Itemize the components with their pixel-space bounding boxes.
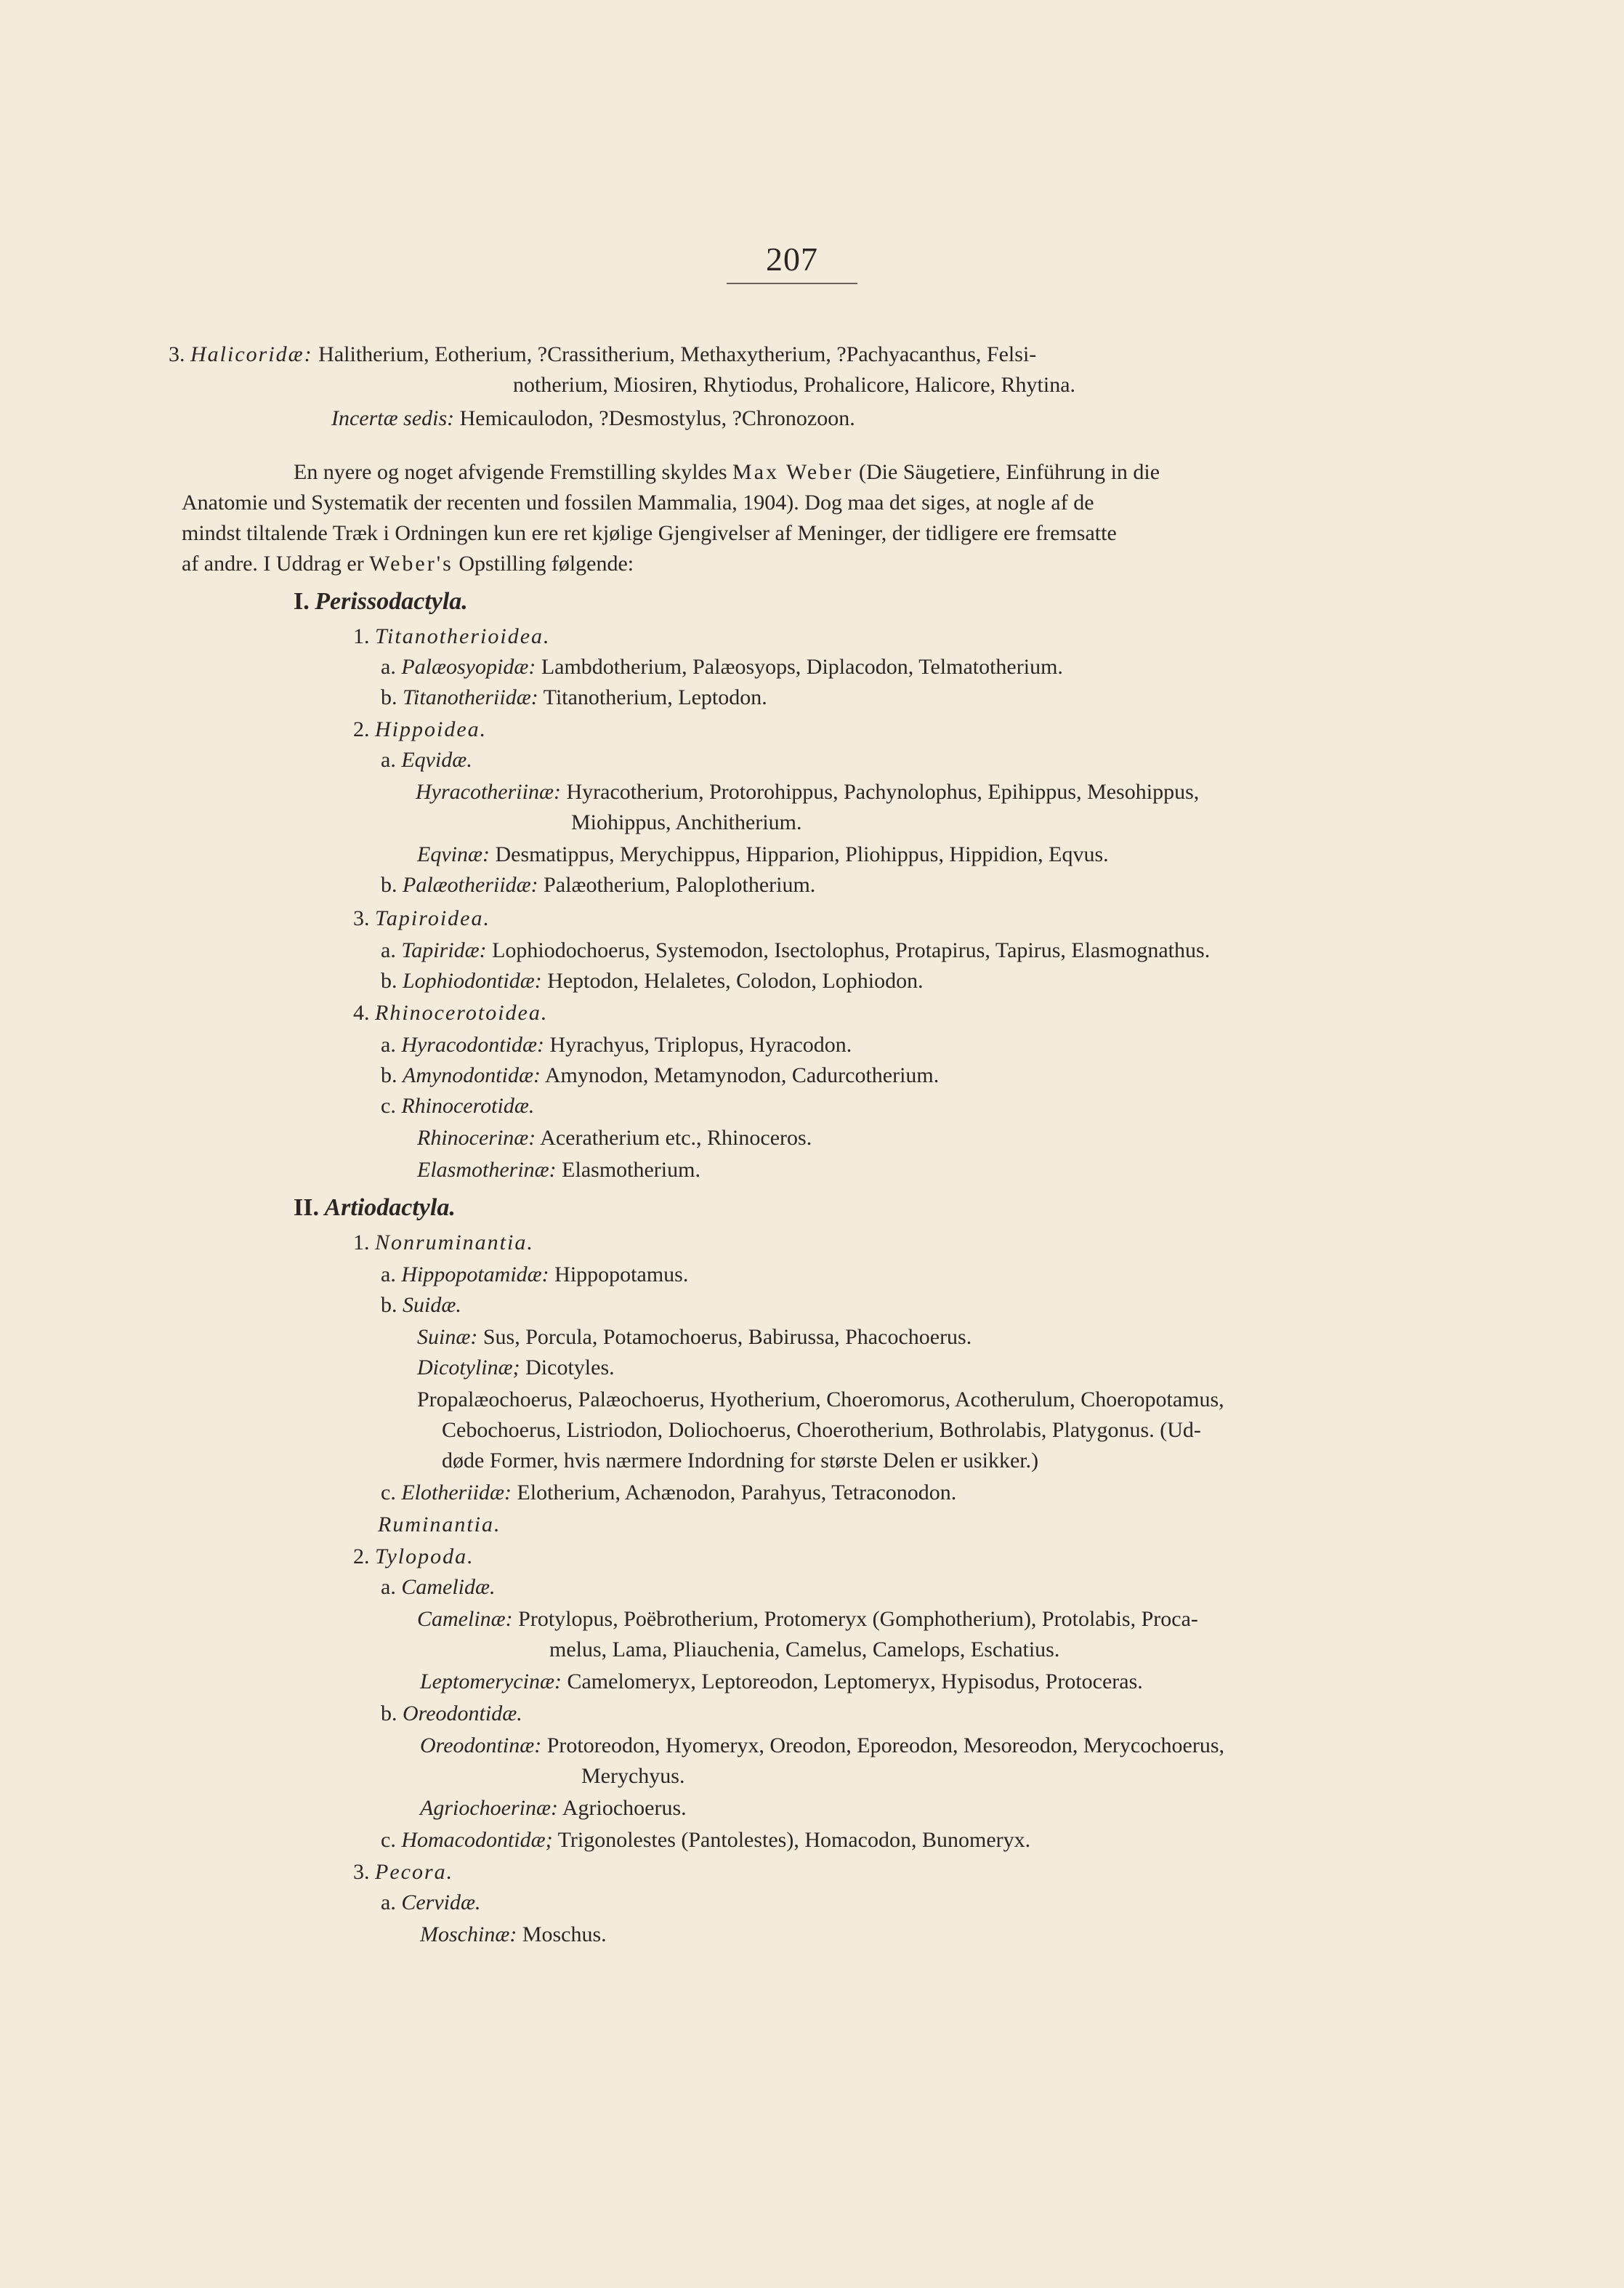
- subfamily-name: Oreodontinæ:: [420, 1733, 542, 1757]
- subfamily-name: Elasmotherinæ:: [417, 1158, 557, 1182]
- extinct-genera-line-1: Propalæochoerus, Palæochoerus, Hyotherium, Choeromorus, Acotherulum, Choeropotamus,: [417, 1387, 1224, 1411]
- paragraph-text: af andre. I Uddrag er: [182, 552, 364, 576]
- genera-list: Halitherium, Eotherium, ?Crassitherium, Methaxytherium, ?Pachyacanthus, Felsi-: [318, 342, 1037, 366]
- family-name: Lophiodontidæ:: [403, 969, 542, 993]
- family-letter: c.: [381, 1828, 396, 1852]
- family-entry: [381, 936, 1210, 965]
- group-name: Ruminantia.: [378, 1512, 501, 1536]
- subfamily-name: Leptomerycinæ:: [420, 1669, 562, 1693]
- genera-list: Heptodon, Helaletes, Colodon, Lophiodon.: [547, 969, 924, 993]
- family-name: Oreodontidæ.: [403, 1701, 522, 1725]
- family-letter: a.: [381, 1890, 396, 1914]
- family-name: Homacodontidæ;: [401, 1828, 553, 1852]
- family-name: Elotheriidæ:: [401, 1481, 512, 1504]
- subfamily-entry: [417, 1323, 971, 1352]
- subfamily-entry: [416, 778, 1199, 807]
- extinct-genera-line-3: døde Former, hvis nærmere Indordning for største Delen er usikker.): [442, 1449, 1039, 1473]
- genera-list: Trigonolestes (Pantolestes), Homacodon, Bunomeryx.: [557, 1828, 1031, 1852]
- author-name: Weber's: [369, 552, 453, 576]
- genera-list: Protoreodon, Hyomeryx, Oreodon, Eporeodon, Mesoreodon, Merycochoerus,: [546, 1733, 1225, 1757]
- family-name: Tapiridæ:: [401, 938, 487, 962]
- suborder-name: Tylopoda.: [375, 1544, 474, 1568]
- subfamily-continuation: melus, Lama, Pliauchenia, Camelus, Camelops, Eschatius.: [549, 1638, 1060, 1661]
- incertae-sedis-line: [331, 404, 855, 433]
- family-entry: [381, 1573, 496, 1602]
- group-heading: [378, 1510, 501, 1539]
- paragraph-text: Opstilling følgende:: [458, 552, 634, 576]
- subfamily-name: Hyracotheriinæ:: [416, 780, 561, 804]
- paragraph-line-2: Anatomie und Systematik der recenten und fossilen Mammalia, 1904). Dog maa det siges, at nogle af de: [182, 491, 1094, 515]
- halicoridae-line-1: [169, 340, 1036, 369]
- order-heading: [294, 1193, 456, 1223]
- family-letter: b.: [381, 1063, 397, 1087]
- incertae-label: Incertæ sedis:: [331, 406, 455, 430]
- family-entry: [381, 1826, 1030, 1855]
- family-entry: [381, 1260, 688, 1289]
- subfamily-entry: [420, 1731, 1224, 1760]
- order-numeral: II.: [294, 1194, 319, 1221]
- page-number: 207: [727, 240, 857, 284]
- family-entry: [381, 1888, 481, 1917]
- suborder-number: 2.: [353, 1544, 370, 1568]
- family-name: Rhinocerotidæ.: [401, 1094, 535, 1118]
- suborder-name: Pecora.: [375, 1860, 454, 1884]
- family-name: Palæosyopidæ:: [401, 655, 536, 679]
- suborder-number: 3.: [353, 1860, 370, 1884]
- family-letter: c.: [381, 1094, 396, 1118]
- order-name: Perissodactyla.: [315, 588, 468, 615]
- genera-list: Dicotyles.: [525, 1356, 615, 1379]
- family-letter: a.: [381, 1033, 396, 1057]
- family-entry: [381, 1092, 534, 1121]
- family-name: Camelidæ.: [401, 1575, 496, 1599]
- genera-list: Elotherium, Achænodon, Parahyus, Tetraconodon.: [517, 1481, 957, 1504]
- family-name: Titanotheriidæ:: [403, 685, 538, 709]
- family-letter: a.: [381, 748, 396, 772]
- suborder-number: 4.: [353, 1001, 370, 1025]
- family-letter: b.: [381, 873, 397, 897]
- suborder-heading: [353, 1542, 474, 1571]
- genera-list: Amynodon, Metamynodon, Cadurcotherium.: [544, 1063, 940, 1087]
- family-letter: c.: [381, 1481, 396, 1504]
- suborder-heading: [353, 1228, 534, 1257]
- genera-list: Desmatippus, Merychippus, Hipparion, Pliohippus, Hippidion, Eqvus.: [495, 842, 1109, 866]
- subfamily-entry: [417, 1124, 812, 1153]
- family-entry: [381, 1031, 852, 1060]
- subfamily-entry: [420, 1794, 687, 1823]
- suborder-heading: [353, 715, 487, 744]
- paragraph-text: (Die Säugetiere, Einführung in die: [859, 460, 1160, 484]
- suborder-heading: [353, 904, 490, 933]
- family-entry: [381, 683, 767, 712]
- subfamily-entry: [420, 1667, 1143, 1696]
- family-entry: [381, 871, 815, 900]
- subfamily-continuation: Miohippus, Anchitherium.: [571, 810, 802, 834]
- genera-list: Aceratherium etc., Rhinoceros.: [540, 1126, 812, 1150]
- suborder-heading: [353, 999, 548, 1028]
- family-entry: [381, 746, 472, 775]
- subfamily-entry: [417, 1156, 700, 1185]
- suborder-number: 3.: [353, 906, 370, 930]
- family-name: Eqvidæ.: [401, 748, 472, 772]
- family-letter: b.: [381, 685, 397, 709]
- suborder-number: 2.: [353, 717, 370, 741]
- entry-number: 3.: [169, 342, 185, 366]
- family-letter: b.: [381, 1701, 397, 1725]
- genera-list: Titanotherium, Leptodon.: [543, 685, 767, 709]
- suborder-number: 1.: [353, 624, 370, 648]
- subfamily-name: Moschinæ:: [420, 1922, 517, 1946]
- suborder-heading: [353, 622, 551, 651]
- genera-list: Agriochoerus.: [562, 1796, 687, 1820]
- order-numeral: I.: [294, 588, 310, 615]
- suborder-number: 1.: [353, 1230, 370, 1254]
- family-entry: [381, 653, 1063, 682]
- incertae-text: Hemicaulodon, ?Desmostylus, ?Chronozoon.: [459, 406, 855, 430]
- suborder-name: Nonruminantia.: [375, 1230, 534, 1254]
- suborder-name: Tapiroidea.: [375, 906, 490, 930]
- order-heading: [294, 587, 468, 617]
- genera-list: Hyrachyus, Triplopus, Hyracodon.: [549, 1033, 852, 1057]
- family-name: Hyracodontidæ:: [401, 1033, 544, 1057]
- family-entry: [381, 1699, 522, 1728]
- halicoridae-line-2: notherium, Miosiren, Rhytiodus, Prohalicore, Halicore, Rhytina.: [513, 373, 1076, 397]
- subfamily-entry: [420, 1920, 607, 1949]
- family-entry: [381, 1478, 956, 1507]
- family-entry: [381, 1061, 939, 1090]
- paragraph-line-1: [294, 458, 1160, 487]
- subfamily-name: Camelinæ:: [417, 1607, 513, 1631]
- family-letter: a.: [381, 938, 396, 962]
- subfamily-entry: [417, 1605, 1198, 1634]
- subfamily-name: Dicotylinæ;: [417, 1356, 520, 1379]
- family-letter: a.: [381, 1575, 396, 1599]
- paragraph-line-3: mindst tiltalende Træk i Ordningen kun ere ret kjølige Gjengivelser af Meninger, der tidligere ere fremsatte: [182, 521, 1117, 545]
- genera-list: Protylopus, Poëbrotherium, Protomeryx (Gomphotherium), Protolabis, Proca-: [518, 1607, 1198, 1631]
- family-name: Suidæ.: [403, 1293, 461, 1317]
- genera-list: Camelomeryx, Leptoreodon, Leptomeryx, Hypisodus, Protoceras.: [567, 1669, 1143, 1693]
- family-entry: [381, 967, 924, 996]
- genera-list: Moschus.: [522, 1922, 607, 1946]
- order-name: Artiodactyla.: [324, 1194, 456, 1221]
- subfamily-name: Rhinocerinæ:: [417, 1126, 536, 1150]
- genera-list: Sus, Porcula, Potamochoerus, Babirussa, Phacochoerus.: [482, 1325, 972, 1349]
- genera-list: Lambdotherium, Palæosyops, Diplacodon, Telmatotherium.: [541, 655, 1063, 679]
- genera-list: Hippopotamus.: [554, 1262, 689, 1286]
- subfamily-continuation: Merychyus.: [581, 1764, 685, 1788]
- family-entry: [381, 1291, 461, 1320]
- family-name: Amynodontidæ:: [403, 1063, 541, 1087]
- genera-list: Lophiodochoerus, Systemodon, Isectolophus, Protapirus, Tapirus, Elasmognathus.: [492, 938, 1211, 962]
- author-name: Max Weber: [732, 460, 854, 484]
- subfamily-entry: [417, 1353, 615, 1382]
- genera-list: Elasmotherium.: [562, 1158, 700, 1182]
- family-name: Halicoridæ:: [190, 342, 313, 366]
- family-name: Cervidæ.: [401, 1890, 481, 1914]
- paragraph-line-4: [182, 549, 634, 579]
- family-letter: b.: [381, 1293, 397, 1317]
- family-letter: a.: [381, 655, 396, 679]
- subfamily-name: Agriochoerinæ:: [420, 1796, 558, 1820]
- paragraph-text: En nyere og noget afvigende Fremstilling skyldes: [294, 460, 727, 484]
- suborder-name: Rhinocerotoidea.: [375, 1001, 549, 1025]
- subfamily-name: Suinæ:: [417, 1325, 478, 1349]
- subfamily-name: Eqvinæ:: [417, 842, 490, 866]
- family-letter: a.: [381, 1262, 396, 1286]
- genera-list: Hyracotherium, Protorohippus, Pachynolophus, Epihippus, Mesohippus,: [566, 780, 1200, 804]
- family-name: Palæotheriidæ:: [403, 873, 538, 897]
- family-letter: b.: [381, 969, 397, 993]
- family-name: Hippopotamidæ:: [401, 1262, 549, 1286]
- extinct-genera-line-2: Cebochoerus, Listriodon, Doliochoerus, Choerotherium, Bothrolabis, Platygonus. (Ud-: [442, 1418, 1201, 1442]
- suborder-heading: [353, 1858, 453, 1887]
- suborder-name: Titanotherioidea.: [375, 624, 551, 648]
- genera-list: Palæotherium, Paloplotherium.: [544, 873, 816, 897]
- subfamily-entry: [417, 840, 1109, 869]
- suborder-name: Hippoidea.: [375, 717, 488, 741]
